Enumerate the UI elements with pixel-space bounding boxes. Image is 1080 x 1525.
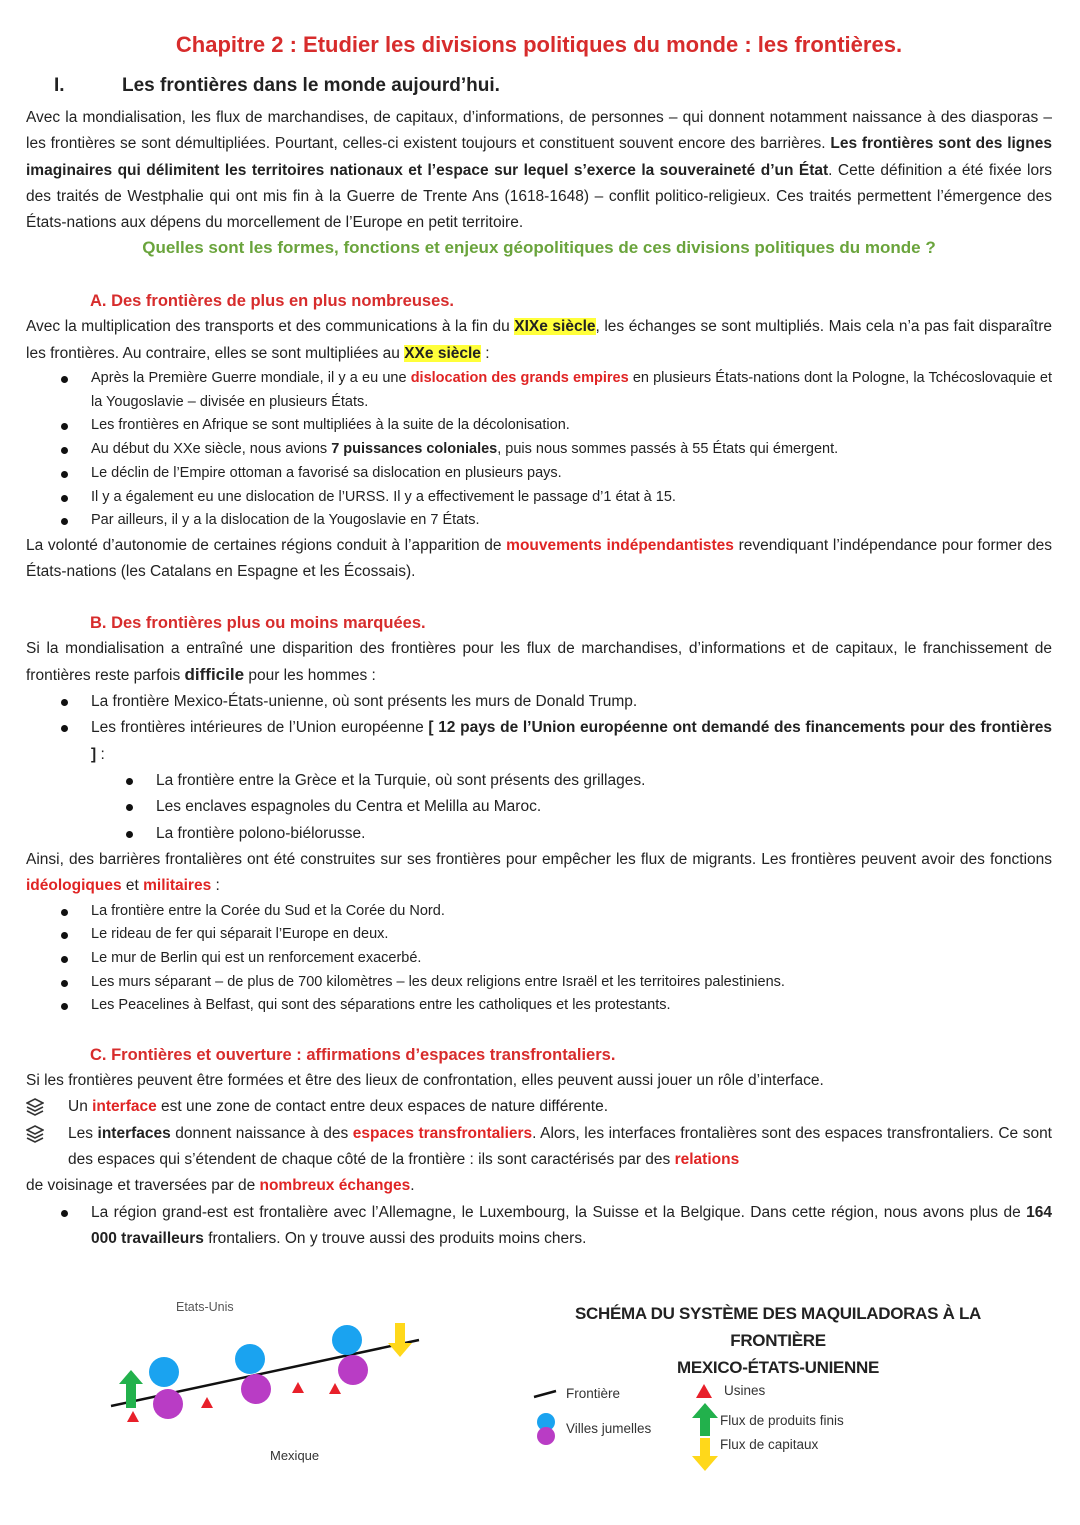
list-item: La frontière Mexico-États-unienne, où sont présents les murs de Donald Trump.	[26, 689, 1052, 715]
section-1-heading	[26, 75, 1052, 101]
text-run: Si la mondialisation a entraîné une disparition des frontières pour les flux de marchandises, d’informations et de capitaux, le franchissement de frontières reste parfois	[26, 639, 1052, 684]
books-stack-icon	[26, 1125, 44, 1143]
subsection-a-list	[26, 367, 1052, 533]
list-item: Les murs séparant – de plus de 700 kilomètres – les deux religions entre Israël et les territoires palestiniens.	[26, 971, 1052, 995]
list-item: Le mur de Berlin qui est un renforcement exacerbé.	[26, 947, 1052, 971]
text-run: . Alors, les interfaces frontalières sont des espaces transfrontaliers. Ce sont des espaces qui s’étendent de chaque côté de la frontière : ils sont caractérisés par des	[68, 1124, 1052, 1168]
books-stack-icon	[26, 1098, 44, 1116]
factory-triangle	[201, 1397, 213, 1408]
subsection-c-list	[26, 1200, 1052, 1253]
text-run: :	[211, 877, 220, 895]
keyword: nombreux échanges	[259, 1177, 411, 1195]
text-run: pour les hommes :	[244, 666, 376, 684]
definition-espaces-transfrontaliers	[26, 1121, 1052, 1174]
subsection-b-paragraph	[26, 847, 1052, 900]
text-run: Les frontières intérieures de l’Union européenne	[91, 719, 429, 737]
legend-usines: Usines	[724, 1383, 766, 1398]
twin-city-purple	[241, 1374, 271, 1404]
keyword: relations	[674, 1150, 740, 1168]
bold-text: 164 000 travailleurs	[91, 1203, 1052, 1247]
highlight-xixe: XIXe siècle	[514, 318, 596, 336]
legend-border-icon	[532, 1388, 558, 1400]
highlight-xxe: XXe siècle	[404, 344, 481, 362]
maquiladoras-diagram	[0, 1290, 1080, 1525]
text-run: La volonté d’autonomie de certaines régions conduit à l’apparition de	[26, 537, 507, 554]
bold-text: [ 12 pays de l’Union européenne ont demandé des financements pour des frontières ]	[91, 719, 1052, 763]
text-run: Avec la multiplication des transports et des communications à la fin du	[26, 318, 515, 336]
section-1-number: I.	[54, 75, 65, 96]
twin-city-blue	[332, 1325, 362, 1355]
section-1-title: Les frontières dans le monde aujourd’hui.	[122, 75, 500, 96]
subsection-a-title: A. Des frontières de plus en plus nombreuses.	[90, 292, 455, 311]
text-run: donnent naissance à des	[170, 1124, 353, 1142]
list-item: Les frontières en Afrique se sont multipliées à la suite de la décolonisation.	[26, 414, 1052, 438]
twin-city-purple	[338, 1355, 368, 1385]
text-run: Ainsi, des barrières frontalières ont été construites sur ses frontières pour empêcher les flux de migrants. Les frontières peuvent avoir des fonctions	[26, 850, 1052, 868]
twin-city-blue	[235, 1344, 265, 1374]
legend-flux-produits: Flux de produits finis	[720, 1413, 844, 1428]
subsection-c-title: C. Frontières et ouverture : affirmations d’espaces transfrontaliers.	[90, 1046, 616, 1065]
list-item	[26, 438, 1052, 462]
bold-text: difficile	[184, 664, 245, 684]
keyword: militaires	[143, 877, 212, 895]
diagram-label-mexico: Mexique	[270, 1448, 320, 1463]
diagram-title	[568, 1300, 988, 1381]
list-item: La frontière polono-biélorusse.	[26, 821, 1052, 847]
diagram-label-usa: Etats-Unis	[176, 1300, 234, 1314]
subsection-b-intro	[26, 636, 1052, 690]
keyword: dislocation des grands empires	[410, 370, 629, 387]
text-run: revendiquant l’indépendance pour former des États-nations (les Catalans en Espagne et les Écossais).	[26, 537, 1052, 581]
keyword: mouvements indépendantistes	[506, 537, 734, 554]
diagram-title-line1: SCHÉMA DU SYSTÈME DES MAQUILADORAS À LA FRONTIÈRE	[574, 1304, 982, 1350]
text-run: et	[121, 877, 144, 895]
definition-interface	[26, 1094, 1052, 1120]
list-item	[26, 1200, 1052, 1253]
text-run: :	[96, 745, 105, 763]
factory-triangle	[127, 1411, 139, 1422]
legend-villes-jumelles: Villes jumelles	[566, 1421, 652, 1436]
legend-flux-arrows-icon	[691, 1402, 719, 1472]
list-item: Par ailleurs, il y a la dislocation de la Yougoslavie en 7 États.	[26, 509, 1052, 533]
twin-city-purple	[153, 1389, 183, 1419]
list-item: Le rideau de fer qui séparait l’Europe en deux.	[26, 923, 1052, 947]
list-item: Les Peacelines à Belfast, qui sont des séparations entre les catholiques et les protestants.	[26, 994, 1052, 1018]
document-page	[26, 0, 1052, 1252]
text-run: , puis nous sommes passés à 55 États qui émergent.	[497, 441, 839, 458]
list-item: La frontière entre la Corée du Sud et la Corée du Nord.	[26, 900, 1052, 924]
subsection-a-conclusion	[26, 533, 1052, 586]
list-item: Le déclin de l’Empire ottoman a favorisé sa dislocation en plusieurs pays.	[26, 462, 1052, 486]
text-run: de voisinage et traversées par de	[26, 1177, 260, 1195]
list-item	[26, 715, 1052, 768]
legend-twin-cities-icon	[535, 1412, 557, 1446]
section-1-paragraph	[26, 105, 1052, 236]
twin-city-blue	[149, 1357, 179, 1387]
subsection-c-intro: Si les frontières peuvent être formées et être des lieux de confrontation, elles peuvent aussi jouer un rôle d’interface.	[26, 1072, 824, 1090]
text-run: frontaliers. On y trouve aussi des produits moins chers.	[203, 1229, 587, 1247]
text-run: , les échanges se sont multipliés. Mais cela n’a pas fait disparaître les frontières. Au contraire, elles se sont multipliées au	[26, 318, 1052, 362]
list-item	[26, 367, 1052, 414]
problematic-question: Quelles sont les formes, fonctions et enjeux géopolitiques de ces divisions politiques du monde ?	[142, 238, 936, 258]
keyword: idéologiques	[26, 877, 122, 895]
factory-triangle	[329, 1383, 341, 1394]
subsection-b-nested-list	[26, 768, 1052, 847]
keyword: espaces transfrontaliers	[352, 1124, 533, 1142]
subsection-b-examples	[26, 900, 1052, 1019]
text-run: :	[480, 344, 490, 362]
bold-text: 7 puissances coloniales	[331, 441, 498, 458]
subsection-a-intro	[26, 314, 1052, 367]
yellow-arrow-icon	[388, 1323, 412, 1357]
diagram-drawing	[105, 1320, 425, 1470]
list-item: La frontière entre la Grèce et la Turquie, où sont présents des grillages.	[26, 768, 1052, 794]
legend-factory-icon	[695, 1383, 713, 1399]
chapter-title: Chapitre 2 : Etudier les divisions politiques du monde : les frontières.	[175, 32, 903, 57]
bold-text: interfaces	[97, 1124, 171, 1142]
subsection-b-list	[26, 689, 1052, 768]
text-run: Avec la mondialisation, les flux de marchandises, de capitaux, d’informations, de personnes – qui donnent notamment naissance à des diasporas – les frontières se sont démultipliées. Pourtant, celles-ci existent toujours et constituent souvent encore des barrières.	[26, 109, 1052, 153]
factory-triangle	[292, 1382, 304, 1393]
subsection-b-title: B. Des frontières plus ou moins marquées.	[90, 613, 426, 632]
list-item: Il y a également eu une dislocation de l’URSS. Il y a effectivement le passage d’1 état à 15.	[26, 486, 1052, 510]
text-run: Les	[68, 1124, 98, 1142]
text-run: en plusieurs États-nations dont la Pologne, la Tchécoslovaquie et la Yougoslavie – divisée en plusieurs États.	[91, 370, 1052, 410]
list-item: Les enclaves espagnoles du Centra et Melilla au Maroc.	[26, 794, 1052, 820]
text-run: .	[410, 1177, 415, 1195]
keyword: interface	[92, 1098, 157, 1116]
text-run: Un	[68, 1098, 93, 1116]
definition-frontiere: Les frontières sont des lignes imaginaires qui délimitent les territoires nationaux et l’espace sur lequel s’exerce la souveraineté d’un État	[26, 135, 1052, 179]
text-run: La région grand-est est frontalière avec l’Allemagne, le Luxembourg, la Suisse et la Belgique. Dans cette région, nous avons plus de	[91, 1203, 1027, 1221]
diagram-title-line2: MEXICO-ÉTATS-UNIENNE	[676, 1358, 880, 1377]
text-run: Après la Première Guerre mondiale, il y a eu une	[91, 370, 411, 387]
text-run: Au début du XXe siècle, nous avions	[91, 441, 332, 458]
legend-flux-capitaux: Flux de capitaux	[720, 1437, 819, 1452]
subsection-c-continuation	[26, 1173, 1052, 1199]
legend-frontiere: Frontière	[566, 1386, 621, 1401]
text-run: . Cette définition a été fixée lors des traités de Westphalie qui ont mis fin à la Guerre de Trente Ans (1618-1648) – conflit politico-religieux. Ces traités permettent l’émergence des États-nations aux dépens du morcellement de l’Europe en petit territoire.	[26, 161, 1052, 232]
text-run: est une zone de contact entre deux espaces de nature différente.	[156, 1098, 608, 1116]
